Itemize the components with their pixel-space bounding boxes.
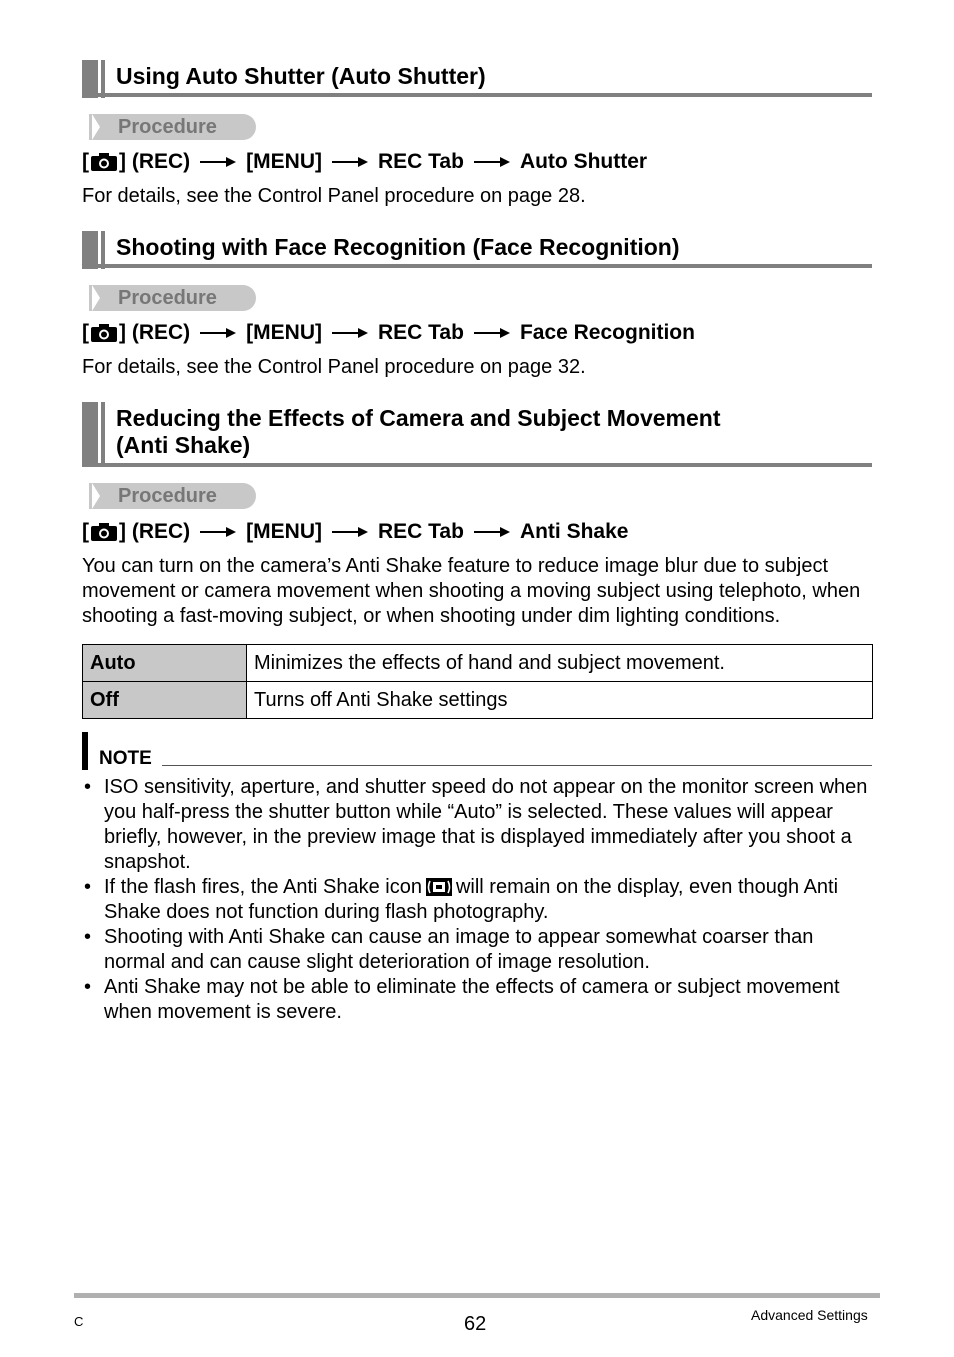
footer-section-name: Advanced Settings: [751, 1307, 868, 1323]
anti-shake-description: You can turn on the camera’s Anti Shake feature to reduce image blur due to subject movement or camera movement when shooting a moving subject using telephoto, when shooting a fast-moving subject, or when shooting under dim lighting conditions.: [82, 555, 861, 627]
anti-shake-options-table: [82, 644, 873, 719]
list-item: • ISO sensitivity, aperture, and shutter speed do not appear on the monitor screen when you half-press the shutter button while “Auto” is selected. These values will appear briefly, however, in the preview image that is displayed immediately after you shoot a snapshot.: [84, 776, 868, 873]
camera-icon: [90, 323, 118, 343]
menu-path: [ ] (REC) [MENU] REC Tab Auto Shutter: [82, 150, 648, 173]
section-title: Using Auto Shutter (Auto Shutter): [116, 63, 486, 89]
arrow-right-icon: [332, 321, 368, 345]
details-text: For details, see the Control Panel procedure on page 32.: [82, 356, 586, 378]
menu-path: [ ] (REC) [MENU] REC Tab Face Recognition: [82, 321, 695, 344]
note-heading: [82, 732, 872, 770]
option-description: Turns off Anti Shake settings: [247, 682, 873, 719]
procedure-badge: Procedure: [82, 114, 256, 140]
note-label: NOTE: [99, 748, 152, 769]
camera-icon: [90, 152, 118, 172]
arrow-right-icon: [474, 520, 510, 544]
section-heading-auto-shutter: [82, 60, 872, 98]
footer-divider: [74, 1293, 880, 1298]
page-number: 62: [464, 1313, 487, 1335]
section-heading-face-recognition: [82, 231, 872, 269]
arrow-right-icon: [332, 150, 368, 174]
option-key: Auto: [83, 645, 247, 682]
option-key: Off: [83, 682, 247, 719]
arrow-right-icon: [474, 321, 510, 345]
list-item: • If the flash fires, the Anti Shake icon will remain on the display, even though Anti Shake does not function during flash photography.: [84, 876, 839, 923]
procedure-badge: Procedure: [82, 483, 256, 509]
table-row: [83, 682, 873, 719]
table-row: [83, 645, 873, 682]
anti-shake-icon: [426, 878, 452, 896]
arrow-right-icon: [474, 150, 510, 174]
section-title: Shooting with Face Recognition (Face Recognition): [116, 234, 680, 260]
section-title-line2: (Anti Shake): [116, 432, 251, 458]
arrow-right-icon: [200, 520, 236, 544]
procedure-badge: Procedure: [82, 285, 256, 311]
list-item: • Anti Shake may not be able to eliminate the effects of camera or subject movement when movement is severe.: [84, 976, 840, 1023]
section-heading-anti-shake: [82, 402, 872, 467]
arrow-right-icon: [200, 150, 236, 174]
camera-icon: [90, 522, 118, 542]
option-description: Minimizes the effects of hand and subject movement.: [247, 645, 873, 682]
list-item: • Shooting with Anti Shake can cause an image to appear somewhat coarser than normal and can cause slight deterioration of image resolution.: [84, 926, 814, 973]
arrow-right-icon: [332, 520, 368, 544]
menu-path: [ ] (REC) [MENU] REC Tab Anti Shake: [82, 520, 629, 543]
note-list: [82, 775, 874, 1025]
section-title-line1: Reducing the Effects of Camera and Subject Movement: [116, 405, 721, 431]
details-text: For details, see the Control Panel procedure on page 28.: [82, 185, 586, 207]
arrow-right-icon: [200, 321, 236, 345]
footer-corner-mark: C: [74, 1314, 84, 1329]
